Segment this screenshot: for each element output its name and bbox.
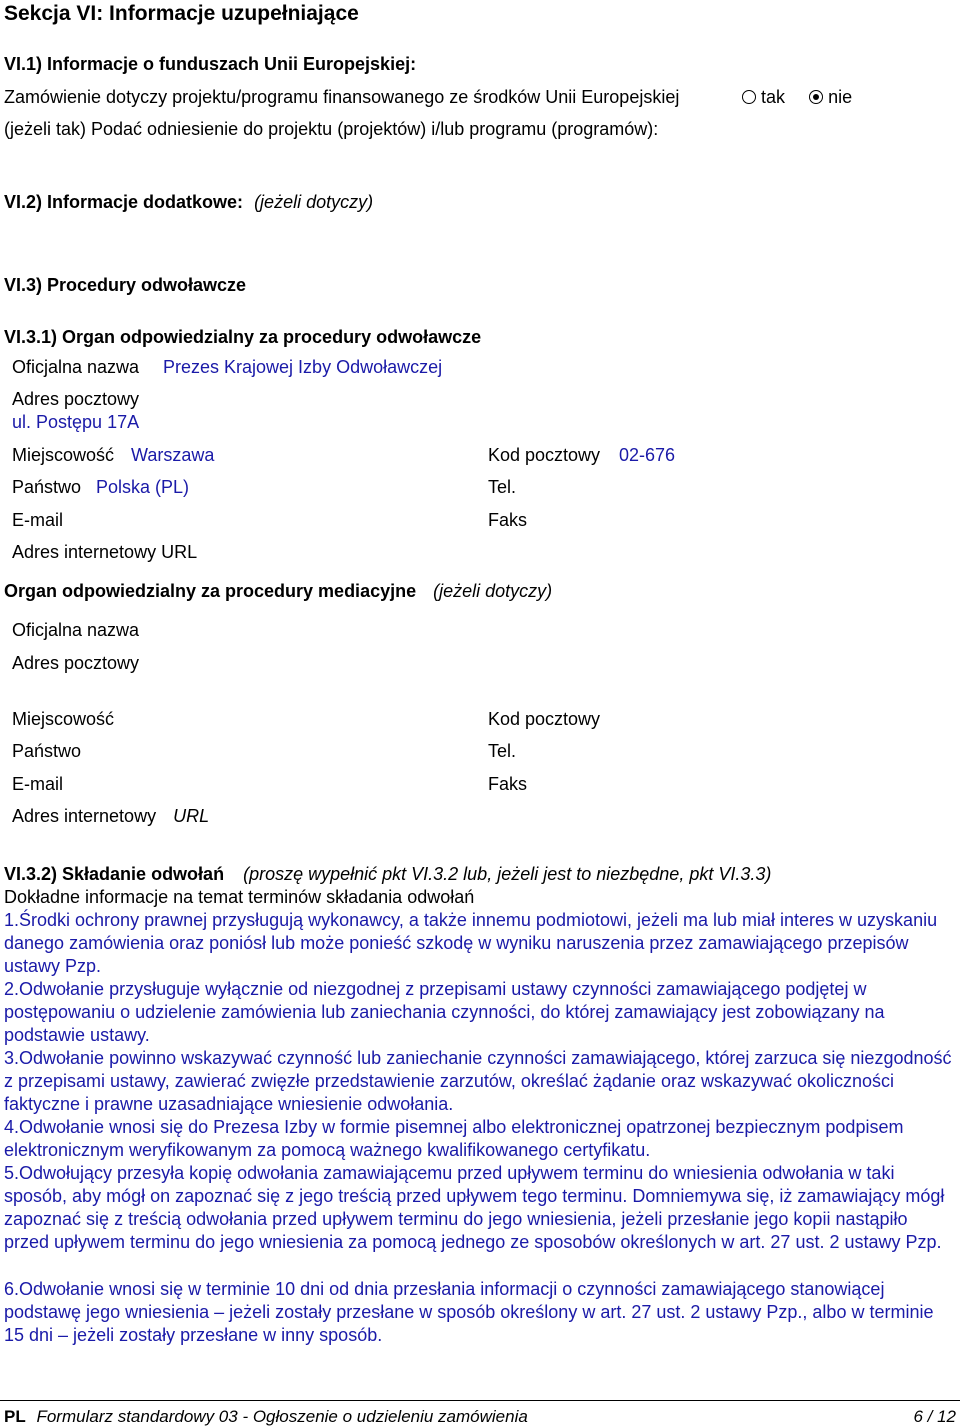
mediation-url-label: Adres internetowy bbox=[12, 806, 157, 826]
mediation-email-label: E-mail bbox=[12, 774, 64, 794]
radio-no-label: nie bbox=[828, 87, 853, 107]
vi31-heading: VI.3.1) Organ odpowiedzialny za procedury odwoławcze bbox=[4, 327, 482, 347]
vi32-heading-row bbox=[4, 864, 771, 885]
vi2-heading: VI.2) Informacje dodatkowe: bbox=[4, 192, 244, 212]
eu-funds-question: Zamówienie dotyczy projektu/programu finansowanego ze środków Unii Europejskiej bbox=[4, 87, 680, 107]
appeal-paragraph-4: 4.Odwołanie wnosi się do Prezesa Izby w formie pisemnej albo elektronicznej opatrzonej bezpiecznym podpisem elektronicznym weryfikowanym za pomocą ważnego kwalifikowanego certyfikatu. bbox=[4, 1117, 904, 1160]
eu-funds-radio-group bbox=[742, 87, 852, 108]
email-label: E-mail bbox=[12, 510, 64, 530]
url-label: Adres internetowy URL bbox=[12, 542, 198, 562]
mediation-postcode-label: Kod pocztowy bbox=[488, 709, 601, 729]
radio-no[interactable] bbox=[809, 90, 823, 104]
mediation-city-label: Miejscowość bbox=[12, 709, 115, 729]
vi32-note: (proszę wypełnić pkt VI.3.2 lub, jeżeli jest to niezbędne, pkt VI.3.3) bbox=[243, 864, 772, 884]
footer-lang: PL bbox=[4, 1407, 26, 1426]
mediation-country-label: Państwo bbox=[12, 741, 82, 761]
official-name-value: Prezes Krajowej Izby Odwoławczej bbox=[163, 357, 443, 377]
vi32-heading: VI.3.2) Składanie odwołań bbox=[4, 864, 225, 884]
mediation-tel-label: Tel. bbox=[488, 741, 517, 761]
mediation-url-label-url: URL bbox=[173, 806, 210, 826]
city-value: Warszawa bbox=[131, 445, 215, 465]
appeal-paragraph-5: 5.Odwołujący przesyła kopię odwołania zamawiającemu przed upływem terminu do wniesienia odwołania w taki sposób, aby mógł on zapoznać się z jego treścią przed upływem tego terminu. Domniemywa się, iż zamawiający mógł zapoznać się z treścią odwołania przed upływem terminu do jego wniesienia, jeżeli przesłanie jego kopii nastąpiło przed upływem terminu do jego wniesienia za pomocą jednego ze sposobów określonych w art. 27 ust. 2 ustawy Pzp. bbox=[4, 1163, 945, 1252]
vi3-heading: VI.3) Procedury odwoławcze bbox=[4, 275, 247, 295]
vi2-heading-row bbox=[4, 192, 373, 213]
appeal-paragraph-6: 6.Odwołanie wnosi się w terminie 10 dni od dnia przesłania informacji o czynności zamawiającego stanowiącej podstawę jego wniesienia – jeżeli zostały przesłane w sposób określony w art. 27 ust. 2 ustawy Pzp., albo w terminie 15 dni – jeżeli zostały przesłane w inny sposób. bbox=[4, 1279, 934, 1345]
mediation-fax-label: Faks bbox=[488, 774, 528, 794]
city-label: Miejscowość bbox=[12, 445, 115, 465]
mediation-official-name-label: Oficjalna nazwa bbox=[12, 620, 140, 640]
postcode-label: Kod pocztowy bbox=[488, 445, 601, 465]
footer bbox=[4, 1407, 528, 1427]
postcode-value: 02-676 bbox=[619, 445, 676, 465]
mediation-url-row bbox=[12, 806, 209, 827]
appeal-paragraph-2: 2.Odwołanie przysługuje wyłącznie od niezgodnej z przepisami ustawy czynności zamawiającego podjętej w postępowaniu o udzielenie zamówienia lub zaniechania czynności, do której zamawiający jest zobowiązany na podstawie ustawy. bbox=[4, 979, 885, 1045]
address-label: Adres pocztowy bbox=[12, 389, 140, 409]
section-title: Sekcja VI: Informacje uzupełniające bbox=[4, 2, 359, 25]
mediation-heading: Organ odpowiedzialny za procedury mediacyjne bbox=[4, 581, 417, 601]
footer-divider bbox=[0, 1400, 960, 1401]
mediation-address-label: Adres pocztowy bbox=[12, 653, 140, 673]
mediation-note: (jeżeli dotyczy) bbox=[433, 581, 553, 601]
address-value: ul. Postępu 17A bbox=[12, 412, 140, 432]
country-value: Polska (PL) bbox=[96, 477, 190, 497]
vi2-note: (jeżeli dotyczy) bbox=[254, 192, 374, 212]
mediation-heading-row bbox=[4, 581, 552, 602]
radio-yes[interactable] bbox=[742, 90, 756, 104]
appeal-paragraph-3: 3.Odwołanie powinno wskazywać czynność lub zaniechanie czynności zamawiającego, której zarzuca się niezgodność z przepisami ustawy, zawierać zwięzłe przedstawienie zarzutów, określać żądanie oraz wskazywać okoliczności faktyczne i prawne uzasadniające wniesienie odwołania. bbox=[4, 1048, 952, 1114]
radio-yes-label: tak bbox=[761, 87, 786, 107]
fax-label: Faks bbox=[488, 510, 528, 530]
eu-reference-label: (jeżeli tak) Podać odniesienie do projektu (projektów) i/lub programu (programów): bbox=[4, 119, 659, 139]
appeal-paragraph-1: 1.Środki ochrony prawnej przysługują wykonawcy, a także innemu podmiotowi, jeżeli ma lub miał interes w uzyskaniu danego zamówienia oraz poniósł lub może ponieść szkodę w wyniku naruszenia przez zamawiającego przepisów ustawy Pzp. bbox=[4, 910, 938, 976]
appeal-details-label: Dokładne informacje na temat terminów składania odwołań bbox=[4, 887, 475, 907]
tel-label: Tel. bbox=[488, 477, 517, 497]
country-label: Państwo bbox=[12, 477, 82, 497]
footer-form-name: Formularz standardowy 03 - Ogłoszenie o udzieleniu zamówienia bbox=[36, 1407, 528, 1426]
vi1-heading: VI.1) Informacje o funduszach Unii Europejskiej: bbox=[4, 54, 417, 74]
footer-page-number: 6 / 12 bbox=[913, 1407, 956, 1426]
official-name-label: Oficjalna nazwa bbox=[12, 357, 140, 377]
